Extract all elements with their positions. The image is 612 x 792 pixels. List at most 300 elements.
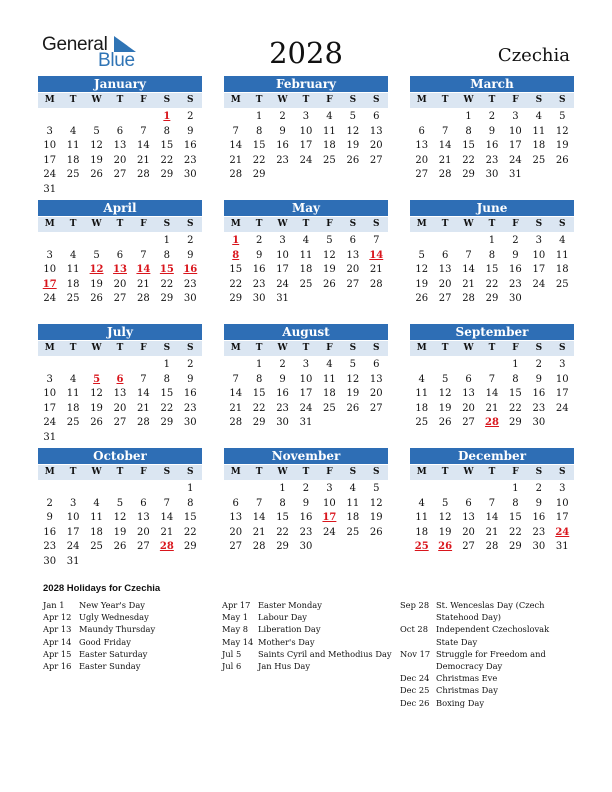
- day-cell: 22: [252, 402, 266, 414]
- day-cell: 4: [69, 249, 77, 261]
- day-cell: 17: [299, 140, 313, 152]
- holiday-name: Jan Hus Day: [258, 661, 311, 672]
- weekday-label: S: [559, 343, 566, 353]
- day-cell: 25: [299, 278, 313, 290]
- empty-cell: [108, 482, 131, 497]
- day-cell: 27: [113, 417, 127, 429]
- day-cell: 4: [349, 483, 357, 494]
- weekday-label: T: [302, 343, 310, 353]
- weekday-label: S: [535, 343, 543, 353]
- month-january: [38, 76, 202, 198]
- weekday-label: T: [441, 95, 449, 105]
- day-grid: [410, 110, 574, 183]
- day-cell: 11: [346, 497, 360, 509]
- day-cell: 10: [276, 249, 289, 261]
- day-cell: 13: [113, 388, 127, 400]
- day-cell: 29: [160, 293, 174, 305]
- day-cell: 26: [90, 169, 103, 181]
- holiday-name: Ugly Wednesday: [79, 612, 149, 623]
- day-cell: 22: [252, 154, 266, 166]
- day-cell: 23: [299, 526, 313, 538]
- weekday-label: F: [512, 343, 519, 353]
- empty-cell: [85, 482, 108, 497]
- weekday-header: [38, 217, 202, 232]
- weekday-label: W: [463, 219, 474, 229]
- day-cell: 9: [512, 249, 519, 261]
- weekday-label: S: [373, 467, 380, 477]
- day-cell: 16: [299, 512, 313, 524]
- day-cell: 21: [369, 264, 383, 276]
- day-cell: 30: [532, 541, 546, 553]
- day-cell: 10: [66, 512, 80, 524]
- day-cell: 5: [93, 249, 100, 261]
- weekday-label: F: [140, 467, 147, 477]
- empty-cell: [433, 234, 456, 249]
- empty-cell: [433, 358, 456, 373]
- weekday-label: M: [44, 343, 55, 353]
- day-cell: 29: [509, 417, 522, 429]
- day-cell: 22: [183, 526, 197, 538]
- day-cell: 5: [326, 235, 333, 246]
- weekday-label: F: [140, 343, 147, 353]
- day-cell: 9: [46, 512, 53, 524]
- day-cell: 30: [183, 293, 197, 305]
- day-cell: 24: [43, 293, 57, 305]
- day-cell: 26: [323, 278, 336, 290]
- empty-cell: [38, 358, 61, 373]
- weekday-label: F: [326, 467, 333, 477]
- day-cell: 23: [532, 526, 546, 538]
- empty-cell: [61, 234, 84, 249]
- day-cell: 22: [229, 278, 243, 290]
- weekday-header: [38, 93, 202, 108]
- day-cell: 8: [255, 373, 263, 385]
- day-cell: 1: [279, 483, 286, 494]
- day-cell: 3: [326, 483, 333, 494]
- day-cell: 9: [488, 125, 496, 137]
- day-cell: 16: [43, 526, 57, 538]
- day-cell: 7: [140, 373, 147, 385]
- day-cell: 26: [555, 154, 569, 166]
- day-cell: 3: [46, 373, 53, 385]
- day-cell: 18: [532, 140, 546, 152]
- day-cell: 6: [373, 111, 380, 122]
- holiday-day-cell: 17: [322, 512, 337, 524]
- empty-cell: [247, 482, 270, 497]
- day-cell: 22: [160, 154, 174, 166]
- day-cell: 18: [299, 264, 313, 276]
- empty-cell: [132, 110, 155, 125]
- day-cell: 18: [415, 526, 429, 538]
- day-cell: 19: [90, 278, 103, 290]
- holiday-name: Mother's Day: [258, 636, 315, 647]
- holiday-entry: [222, 660, 397, 672]
- day-cell: 20: [462, 526, 475, 538]
- day-cell: 4: [302, 235, 310, 246]
- day-cell: 24: [555, 402, 569, 414]
- day-cell: 24: [509, 154, 522, 166]
- holiday-name: Labour Day: [258, 612, 307, 623]
- holiday-date: Apr 17: [222, 600, 251, 610]
- empty-cell: [132, 358, 155, 373]
- day-cell: 12: [90, 388, 103, 400]
- empty-cell: [132, 482, 155, 497]
- day-cell: 18: [66, 278, 80, 290]
- empty-cell: [224, 358, 247, 373]
- holiday-day-cell: 8: [232, 249, 240, 261]
- day-cell: 7: [373, 235, 380, 246]
- holiday-entry: [43, 623, 213, 635]
- day-cell: 20: [438, 278, 452, 290]
- day-cell: 19: [415, 278, 429, 290]
- day-cell: 1: [512, 359, 519, 370]
- weekday-label: T: [488, 343, 496, 353]
- day-grid: [38, 110, 202, 198]
- day-cell: 21: [252, 526, 266, 538]
- month-july: [38, 324, 202, 446]
- weekday-label: F: [512, 467, 519, 477]
- day-cell: 9: [187, 373, 194, 385]
- day-cell: 1: [465, 111, 472, 122]
- holiday-day-cell: 28: [485, 417, 499, 429]
- day-cell: 14: [462, 264, 475, 276]
- day-cell: 25: [66, 169, 80, 181]
- day-cell: 27: [229, 541, 243, 553]
- weekday-label: S: [163, 219, 171, 229]
- day-cell: 31: [299, 417, 313, 429]
- empty-cell: [61, 358, 84, 373]
- day-grid: [224, 358, 388, 431]
- day-cell: 5: [349, 111, 357, 122]
- day-cell: 10: [299, 373, 313, 385]
- day-cell: 7: [140, 125, 147, 137]
- day-cell: 19: [369, 512, 383, 524]
- day-cell: 16: [276, 140, 289, 152]
- month-october: [38, 448, 202, 570]
- empty-cell: [85, 110, 108, 125]
- day-cell: 25: [90, 541, 103, 553]
- holiday-date: Jul 6: [222, 661, 242, 672]
- holiday-date: Apr 15: [43, 648, 72, 659]
- month-title: March: [410, 76, 574, 92]
- holiday-date: May 1: [222, 612, 249, 623]
- day-cell: 12: [555, 125, 569, 137]
- day-cell: 15: [509, 512, 522, 524]
- day-cell: 4: [559, 235, 566, 246]
- month-title: January: [38, 76, 202, 92]
- month-title: February: [224, 76, 388, 92]
- holiday-name: Easter Monday: [258, 600, 322, 610]
- weekday-label: T: [302, 467, 310, 477]
- day-cell: 10: [43, 264, 57, 276]
- day-cell: 14: [137, 140, 150, 152]
- day-cell: 1: [255, 359, 263, 370]
- day-cell: 6: [465, 497, 472, 509]
- day-cell: 23: [485, 154, 499, 166]
- day-cell: 13: [346, 249, 360, 261]
- month-title: May: [224, 200, 388, 216]
- day-cell: 23: [276, 402, 289, 414]
- day-cell: 26: [90, 417, 103, 429]
- holiday-name: Good Friday: [79, 636, 131, 647]
- holiday-name: Independent Czechoslovak State Day: [436, 624, 550, 647]
- empty-cell: [85, 358, 108, 373]
- empty-cell: [410, 110, 433, 125]
- month-june: [410, 200, 574, 307]
- day-cell: 20: [113, 402, 127, 414]
- day-cell: 7: [488, 373, 496, 385]
- weekday-header: [224, 93, 388, 108]
- weekday-label: M: [230, 219, 241, 229]
- day-cell: 25: [66, 417, 80, 429]
- day-cell: 14: [252, 512, 266, 524]
- day-cell: 23: [532, 402, 546, 414]
- weekday-label: S: [373, 95, 380, 105]
- day-cell: 19: [90, 154, 103, 166]
- weekday-label: T: [255, 219, 263, 229]
- weekday-label: S: [535, 219, 543, 229]
- day-cell: 7: [140, 249, 147, 261]
- day-cell: 12: [415, 264, 429, 276]
- weekday-label: F: [512, 95, 519, 105]
- holiday-date: Dec 24: [400, 673, 430, 684]
- weekday-label: M: [44, 95, 55, 105]
- day-cell: 10: [532, 249, 546, 261]
- day-cell: 27: [462, 417, 475, 429]
- weekday-header: [410, 341, 574, 356]
- holiday-day-cell: 16: [183, 264, 198, 276]
- holiday-date: Apr 16: [43, 661, 72, 672]
- day-cell: 24: [276, 278, 289, 290]
- day-cell: 30: [183, 169, 197, 181]
- month-february: [224, 76, 388, 183]
- holiday-entry: [400, 684, 572, 696]
- day-cell: 30: [43, 555, 57, 567]
- empty-cell: [38, 110, 61, 125]
- weekday-label: T: [69, 467, 77, 477]
- day-cell: 24: [323, 526, 336, 538]
- day-cell: 20: [113, 154, 127, 166]
- day-cell: 15: [160, 388, 174, 400]
- day-grid: [38, 358, 202, 446]
- day-cell: 1: [187, 483, 194, 494]
- day-cell: 14: [485, 512, 499, 524]
- logo-text-blue: Blue: [98, 50, 135, 71]
- day-cell: 13: [137, 512, 150, 524]
- day-cell: 21: [229, 402, 243, 414]
- month-title: August: [224, 324, 388, 340]
- month-title: July: [38, 324, 202, 340]
- month-march: [410, 76, 574, 183]
- day-cell: 4: [326, 359, 333, 370]
- weekday-label: S: [187, 343, 194, 353]
- day-cell: 6: [140, 497, 147, 509]
- day-cell: 2: [187, 111, 194, 122]
- weekday-label: M: [416, 219, 427, 229]
- day-cell: 25: [415, 417, 429, 429]
- day-cell: 8: [163, 125, 171, 137]
- day-cell: 2: [279, 111, 286, 122]
- holiday-date: May 8: [222, 624, 249, 635]
- day-cell: 29: [229, 293, 243, 305]
- day-cell: 30: [485, 169, 499, 181]
- day-cell: 29: [160, 417, 174, 429]
- day-cell: 9: [255, 249, 263, 261]
- day-cell: 23: [276, 154, 289, 166]
- day-cell: 20: [462, 402, 475, 414]
- day-cell: 2: [255, 235, 263, 246]
- empty-cell: [108, 234, 131, 249]
- holiday-name: St. Wenceslas Day (Czech Statehood Day): [436, 600, 545, 623]
- weekday-label: T: [441, 219, 449, 229]
- day-cell: 27: [415, 169, 429, 181]
- day-cell: 9: [535, 373, 543, 385]
- holiday-name: Struggle for Freedom and Democracy Day: [436, 648, 546, 672]
- day-cell: 30: [252, 293, 266, 305]
- weekday-label: M: [44, 467, 55, 477]
- day-cell: 18: [555, 264, 569, 276]
- day-cell: 27: [462, 541, 475, 553]
- day-cell: 6: [349, 235, 357, 246]
- day-cell: 22: [160, 402, 174, 414]
- day-grid: [410, 358, 574, 431]
- day-cell: 14: [438, 140, 452, 152]
- empty-cell: [224, 110, 247, 125]
- weekday-label: S: [535, 95, 543, 105]
- holiday-day-cell: 28: [159, 541, 174, 553]
- holiday-name: New Year's Day: [79, 600, 145, 610]
- empty-cell: [108, 358, 131, 373]
- holiday-entry: [222, 599, 397, 611]
- day-cell: 8: [163, 249, 171, 261]
- day-cell: 11: [415, 512, 429, 524]
- empty-cell: [224, 482, 247, 497]
- day-cell: 2: [535, 359, 543, 370]
- weekday-label: T: [441, 343, 449, 353]
- day-cell: 4: [69, 125, 77, 137]
- day-cell: 11: [66, 140, 80, 152]
- holiday-name: Boxing Day: [436, 697, 485, 708]
- day-cell: 13: [113, 140, 127, 152]
- weekday-label: M: [416, 467, 427, 477]
- day-cell: 25: [346, 526, 360, 538]
- day-cell: 21: [462, 278, 475, 290]
- weekday-label: T: [116, 467, 124, 477]
- day-cell: 9: [279, 373, 286, 385]
- day-cell: 5: [441, 373, 449, 385]
- month-title: October: [38, 448, 202, 464]
- day-cell: 6: [465, 373, 472, 385]
- day-cell: 30: [509, 293, 522, 305]
- day-cell: 9: [535, 497, 543, 509]
- day-cell: 22: [485, 278, 499, 290]
- day-cell: 3: [69, 497, 77, 509]
- weekday-header: [38, 341, 202, 356]
- day-cell: 3: [512, 111, 519, 122]
- day-cell: 24: [532, 278, 546, 290]
- holiday-date: May 14: [222, 636, 254, 647]
- weekday-label: F: [140, 219, 147, 229]
- day-cell: 12: [90, 140, 103, 152]
- empty-cell: [410, 358, 433, 373]
- day-cell: 11: [66, 264, 80, 276]
- day-cell: 18: [346, 512, 360, 524]
- day-cell: 24: [299, 154, 313, 166]
- day-cell: 20: [229, 526, 243, 538]
- day-cell: 4: [418, 373, 425, 385]
- holidays-title: 2028 Holidays for Czechia: [43, 583, 161, 594]
- day-cell: 8: [512, 373, 519, 385]
- day-cell: 13: [415, 140, 429, 152]
- empty-cell: [457, 234, 480, 249]
- day-cell: 2: [535, 483, 543, 494]
- weekday-label: M: [416, 95, 427, 105]
- holiday-entry: [400, 697, 572, 709]
- day-cell: 3: [46, 249, 53, 261]
- month-title: April: [38, 200, 202, 216]
- day-cell: 23: [43, 541, 57, 553]
- weekday-label: T: [255, 467, 263, 477]
- day-cell: 13: [369, 373, 383, 385]
- day-cell: 11: [299, 249, 313, 261]
- weekday-label: M: [230, 95, 241, 105]
- day-cell: 11: [66, 388, 80, 400]
- empty-cell: [38, 482, 61, 497]
- day-cell: 23: [183, 154, 197, 166]
- day-grid: [224, 234, 388, 307]
- day-cell: 12: [438, 512, 452, 524]
- weekday-label: T: [255, 343, 263, 353]
- holiday-entry: [400, 648, 572, 672]
- day-cell: 26: [438, 417, 452, 429]
- holiday-name: Christmas Eve: [436, 673, 498, 684]
- day-cell: 18: [66, 154, 80, 166]
- day-cell: 7: [232, 125, 239, 137]
- weekday-label: S: [559, 95, 566, 105]
- holiday-name: Liberation Day: [258, 624, 321, 635]
- day-cell: 27: [113, 293, 127, 305]
- day-cell: 31: [66, 555, 80, 567]
- day-cell: 14: [229, 140, 243, 152]
- empty-cell: [61, 110, 84, 125]
- day-cell: 29: [509, 541, 522, 553]
- weekday-header: [410, 217, 574, 232]
- day-cell: 1: [488, 235, 496, 246]
- day-cell: 18: [415, 402, 429, 414]
- day-cell: 12: [346, 125, 360, 137]
- day-grid: [224, 110, 388, 183]
- weekday-label: S: [559, 467, 566, 477]
- day-cell: 18: [66, 402, 80, 414]
- day-cell: 29: [485, 293, 499, 305]
- holiday-entry: [222, 623, 397, 635]
- weekday-label: W: [91, 343, 102, 353]
- day-cell: 19: [346, 140, 360, 152]
- day-cell: 7: [488, 497, 496, 509]
- weekday-label: T: [116, 95, 124, 105]
- weekday-label: T: [116, 219, 124, 229]
- day-cell: 10: [43, 140, 57, 152]
- day-grid: [410, 234, 574, 307]
- month-title: June: [410, 200, 574, 216]
- day-cell: 1: [512, 483, 519, 494]
- day-cell: 31: [43, 431, 57, 443]
- weekday-label: S: [163, 95, 171, 105]
- weekday-label: M: [230, 343, 241, 353]
- day-cell: 14: [160, 512, 174, 524]
- day-cell: 4: [326, 111, 333, 122]
- day-cell: 11: [323, 373, 336, 385]
